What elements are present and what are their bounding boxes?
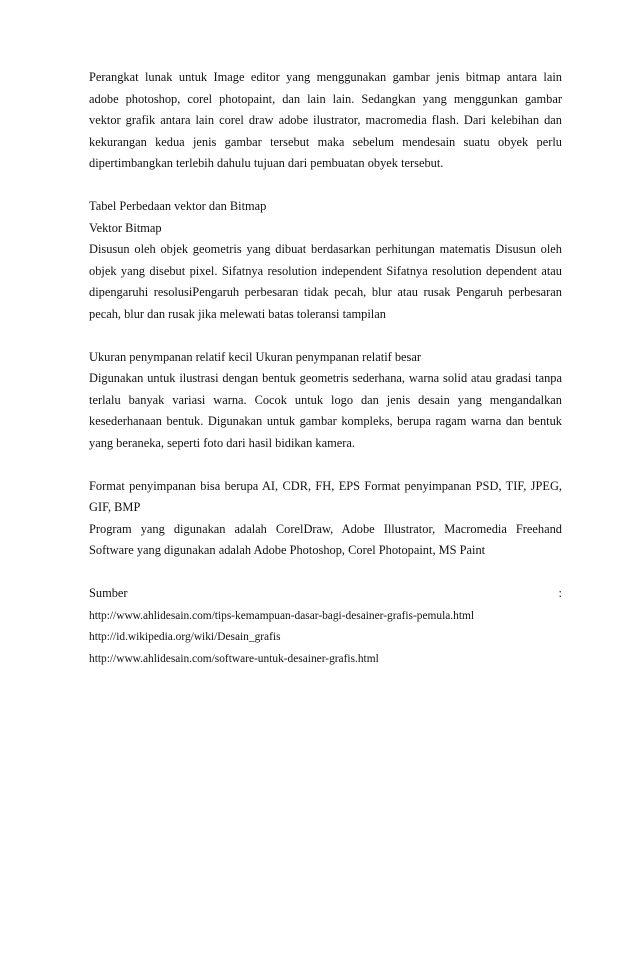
text-line: dipengaruhi resolusiPengaruh perbesaran tidak pecah, blur atau rusak Pengaruh perbesaran	[89, 285, 562, 299]
text-line: vektor grafik antara lain corel draw adobe ilustrator, macromedia flash. Dari kelebihan dan	[89, 113, 562, 127]
text-line: Ukuran penympanan relatif kecil Ukuran penympanan relatif besar	[89, 349, 421, 364]
paragraph-gap	[89, 175, 562, 197]
format-program-paragraph	[89, 476, 562, 562]
source-link-item[interactable]	[89, 605, 562, 627]
text-line: kekurangan kedua jenis gambar tersebut maka sebelum mendesain suatu obyek perlu	[89, 134, 562, 149]
text-line: Perangkat lunak untuk Image editor yang menggunakan gambar jenis bitmap antara lain	[89, 70, 562, 84]
text-line: GIF, BMP	[89, 500, 141, 514]
sources-section	[89, 583, 562, 669]
text-line: kesederhanaan bentuk. Digunakan untuk gambar kompleks, berupa ragam warna dan bentuk	[89, 414, 562, 428]
intro-paragraph	[89, 67, 562, 175]
sources-colon: :	[558, 586, 562, 600]
text-line: terlalu banyak variasi warna. Cocok untuk logo dan jenis desain yang mengandalkan	[89, 392, 562, 407]
paragraph-gap	[89, 562, 562, 584]
text-line: objek yang disebut pixel. Sifatnya resolution independent Sifatnya resolution dependent atau	[89, 263, 562, 278]
size-usage-paragraph	[89, 347, 562, 455]
text-line: Software yang digunakan adalah Adobe Photoshop, Corel Photopaint, MS Paint	[89, 543, 486, 557]
text-line: Format penyimpanan bisa berupa AI, CDR, FH, EPS Format penyimpanan PSD, TIF, JPEG,	[89, 478, 562, 493]
source-link-item[interactable]	[89, 626, 562, 648]
table-header: Vektor Bitmap	[89, 220, 162, 235]
document-page	[89, 67, 562, 669]
comparison-section	[89, 196, 562, 325]
paragraph-gap	[89, 325, 562, 347]
sources-header	[89, 583, 562, 605]
text-line: adobe photoshop, corel photopaint, dan lain lain. Sedangkan yang menggunkan gambar	[89, 91, 562, 106]
text-line: Digunakan untuk ilustrasi dengan bentuk geometris sederhana, warna solid atau gradasi tanpa	[89, 371, 562, 385]
source-link[interactable]: http://id.wikipedia.org/wiki/Desain_grafis	[89, 631, 281, 643]
sources-label: Sumber	[89, 586, 128, 600]
paragraph-gap	[89, 454, 562, 476]
text-line: pecah, blur dan rusak jika melewati batas toleransi tampilan	[89, 306, 386, 321]
source-link[interactable]: http://www.ahlidesain.com/tips-kemampuan-dasar-bagi-desainer-grafis-pemula.html	[89, 609, 475, 622]
source-link[interactable]: http://www.ahlidesain.com/software-untuk-desainer-grafis.html	[89, 652, 379, 665]
source-link-item[interactable]	[89, 648, 562, 670]
text-line: Disusun oleh objek geometris yang dibuat berdasarkan perhitungan matematis Disusun oleh	[89, 242, 562, 256]
text-line: dipertimbangkan terlebih dahulu tujuan dari pembuatan obyek tersebut.	[89, 156, 444, 170]
text-line: yang beraneka, seperti foto dari hasil bidikan kamera.	[89, 435, 355, 450]
text-line: Program yang digunakan adalah CorelDraw, Adobe Illustrator, Macromedia Freehand	[89, 521, 562, 536]
section-title: Tabel Perbedaan vektor dan Bitmap	[89, 199, 267, 213]
